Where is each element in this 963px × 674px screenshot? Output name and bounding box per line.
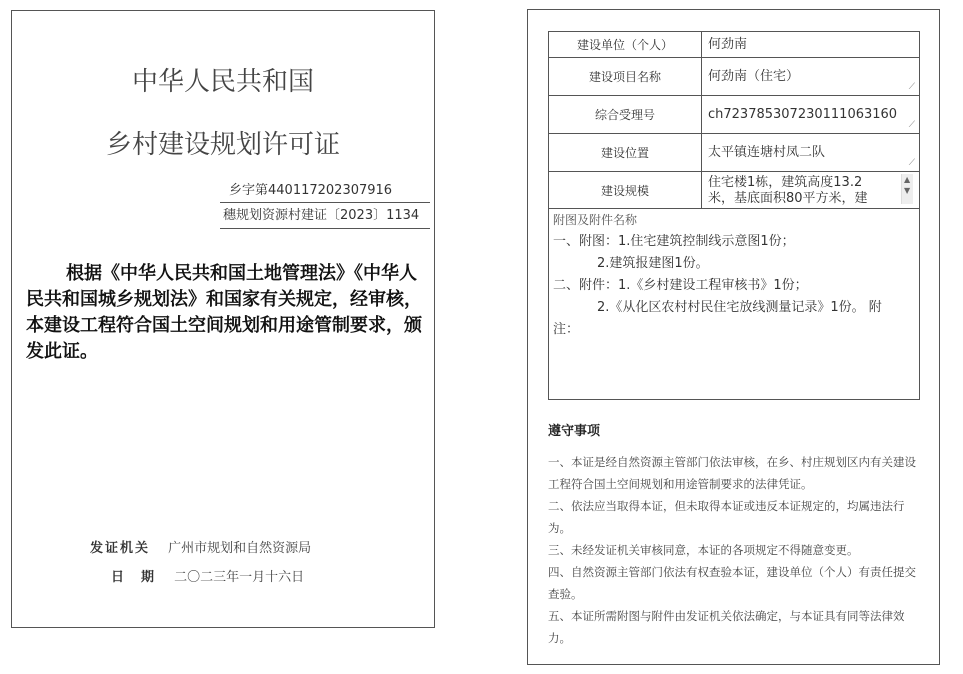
location-value: 太平镇连塘村凤二队: [708, 145, 826, 160]
scroll-up-icon[interactable]: ▲: [904, 175, 911, 184]
certificate-front-page: [11, 10, 435, 628]
date-row: [111, 566, 304, 585]
scrollbar[interactable]: [901, 174, 913, 204]
rule-item: 二、依法应当取得本证，但未取得本证或违反本证规定的，均属违法行为。: [548, 499, 905, 535]
project-name-value: 何劲南（住宅）: [708, 69, 800, 84]
rule-item: 三、未经发证机关审核同意，本证的各项规定不得随意变更。: [548, 543, 859, 557]
certificate-subtitle: 乡村建设规划许可证: [105, 130, 340, 160]
compliance-rules: [548, 420, 924, 649]
project-name-label: 建设项目名称: [549, 58, 702, 96]
certificate-statement: 根据《中华人民共和国土地管理法》《中华人民共和国城乡规划法》和国家有关规定，经审核，本建设工程符合国土空间规划和用途管制要求，颁发此证。: [26, 263, 422, 362]
scroll-down-icon[interactable]: ▼: [904, 186, 911, 195]
table-row: [549, 32, 920, 58]
certificate-title: 中华人民共和国: [131, 67, 314, 97]
divider: [220, 228, 430, 229]
rule-item: 四、自然资源主管部门依法有权查验本证，建设单位（个人）有责任提交查验。: [548, 565, 916, 601]
date-value: 二〇二三年一月十六日: [174, 570, 305, 585]
attachments-field[interactable]: [548, 207, 920, 400]
attachments-content: [553, 231, 915, 341]
project-name-field[interactable]: [702, 58, 920, 96]
issuer-row: [90, 537, 311, 556]
permit-number: 乡字第440117202307916: [229, 183, 393, 198]
location-field[interactable]: [702, 134, 920, 172]
issuer-label: 发证机关: [90, 541, 151, 556]
divider: [220, 202, 430, 203]
scale-label: 建设规模: [549, 172, 702, 209]
builder-value: 何劲南: [708, 37, 748, 52]
scale-field[interactable]: [702, 172, 920, 209]
attachment-line: 一、附图：1.住宅建筑控制线示意图1份；: [553, 234, 795, 249]
table-row: [549, 134, 920, 172]
rule-item: 一、本证是经自然资源主管部门依法审核，在乡、村庄规划区内有关建设工程符合国土空间规划和用途管制要求的法律凭证。: [548, 455, 916, 491]
acceptance-no-value: ch723785307230111063160: [708, 107, 898, 122]
certificate-back-page: [527, 9, 940, 665]
attachment-line: 二、附件：1.《乡村建设工程审核书》1份；: [553, 278, 808, 293]
resize-grip-icon[interactable]: ⟋: [908, 158, 915, 168]
resize-grip-icon[interactable]: ⟋: [908, 82, 915, 92]
table-row: [549, 58, 920, 96]
attachment-line: 2.《从化区农村村民住宅放线测量记录》1份。 附: [597, 300, 882, 315]
scale-value: 住宅楼1栋，建筑高度13.2米，基底面积80平方米，建: [708, 175, 868, 205]
permit-document-number-field[interactable]: 穗规划资源村建证〔2023〕1134: [223, 208, 420, 223]
acceptance-no-field[interactable]: [702, 96, 920, 134]
builder-label: 建设单位（个人）: [549, 32, 702, 58]
rule-item: 五、本证所需附图与附件由发证机关依法确定，与本证具有同等法律效力。: [548, 609, 905, 645]
location-label: 建设位置: [549, 134, 702, 172]
attachment-line: 注：: [553, 322, 580, 337]
rules-heading: 遵守事项: [548, 424, 601, 439]
issuer-value: 广州市规划和自然资源局: [168, 541, 312, 556]
table-row: [549, 172, 920, 209]
attachment-line: 2.建筑报建图1份。: [597, 256, 709, 271]
project-info-table: [548, 31, 920, 209]
resize-grip-icon[interactable]: ⟋: [908, 120, 915, 130]
acceptance-no-label: 综合受理号: [549, 96, 702, 134]
date-label: 日 期: [111, 570, 157, 585]
builder-field[interactable]: [702, 32, 920, 58]
attachments-label: 附图及附件名称: [553, 213, 638, 227]
table-row: [549, 96, 920, 134]
